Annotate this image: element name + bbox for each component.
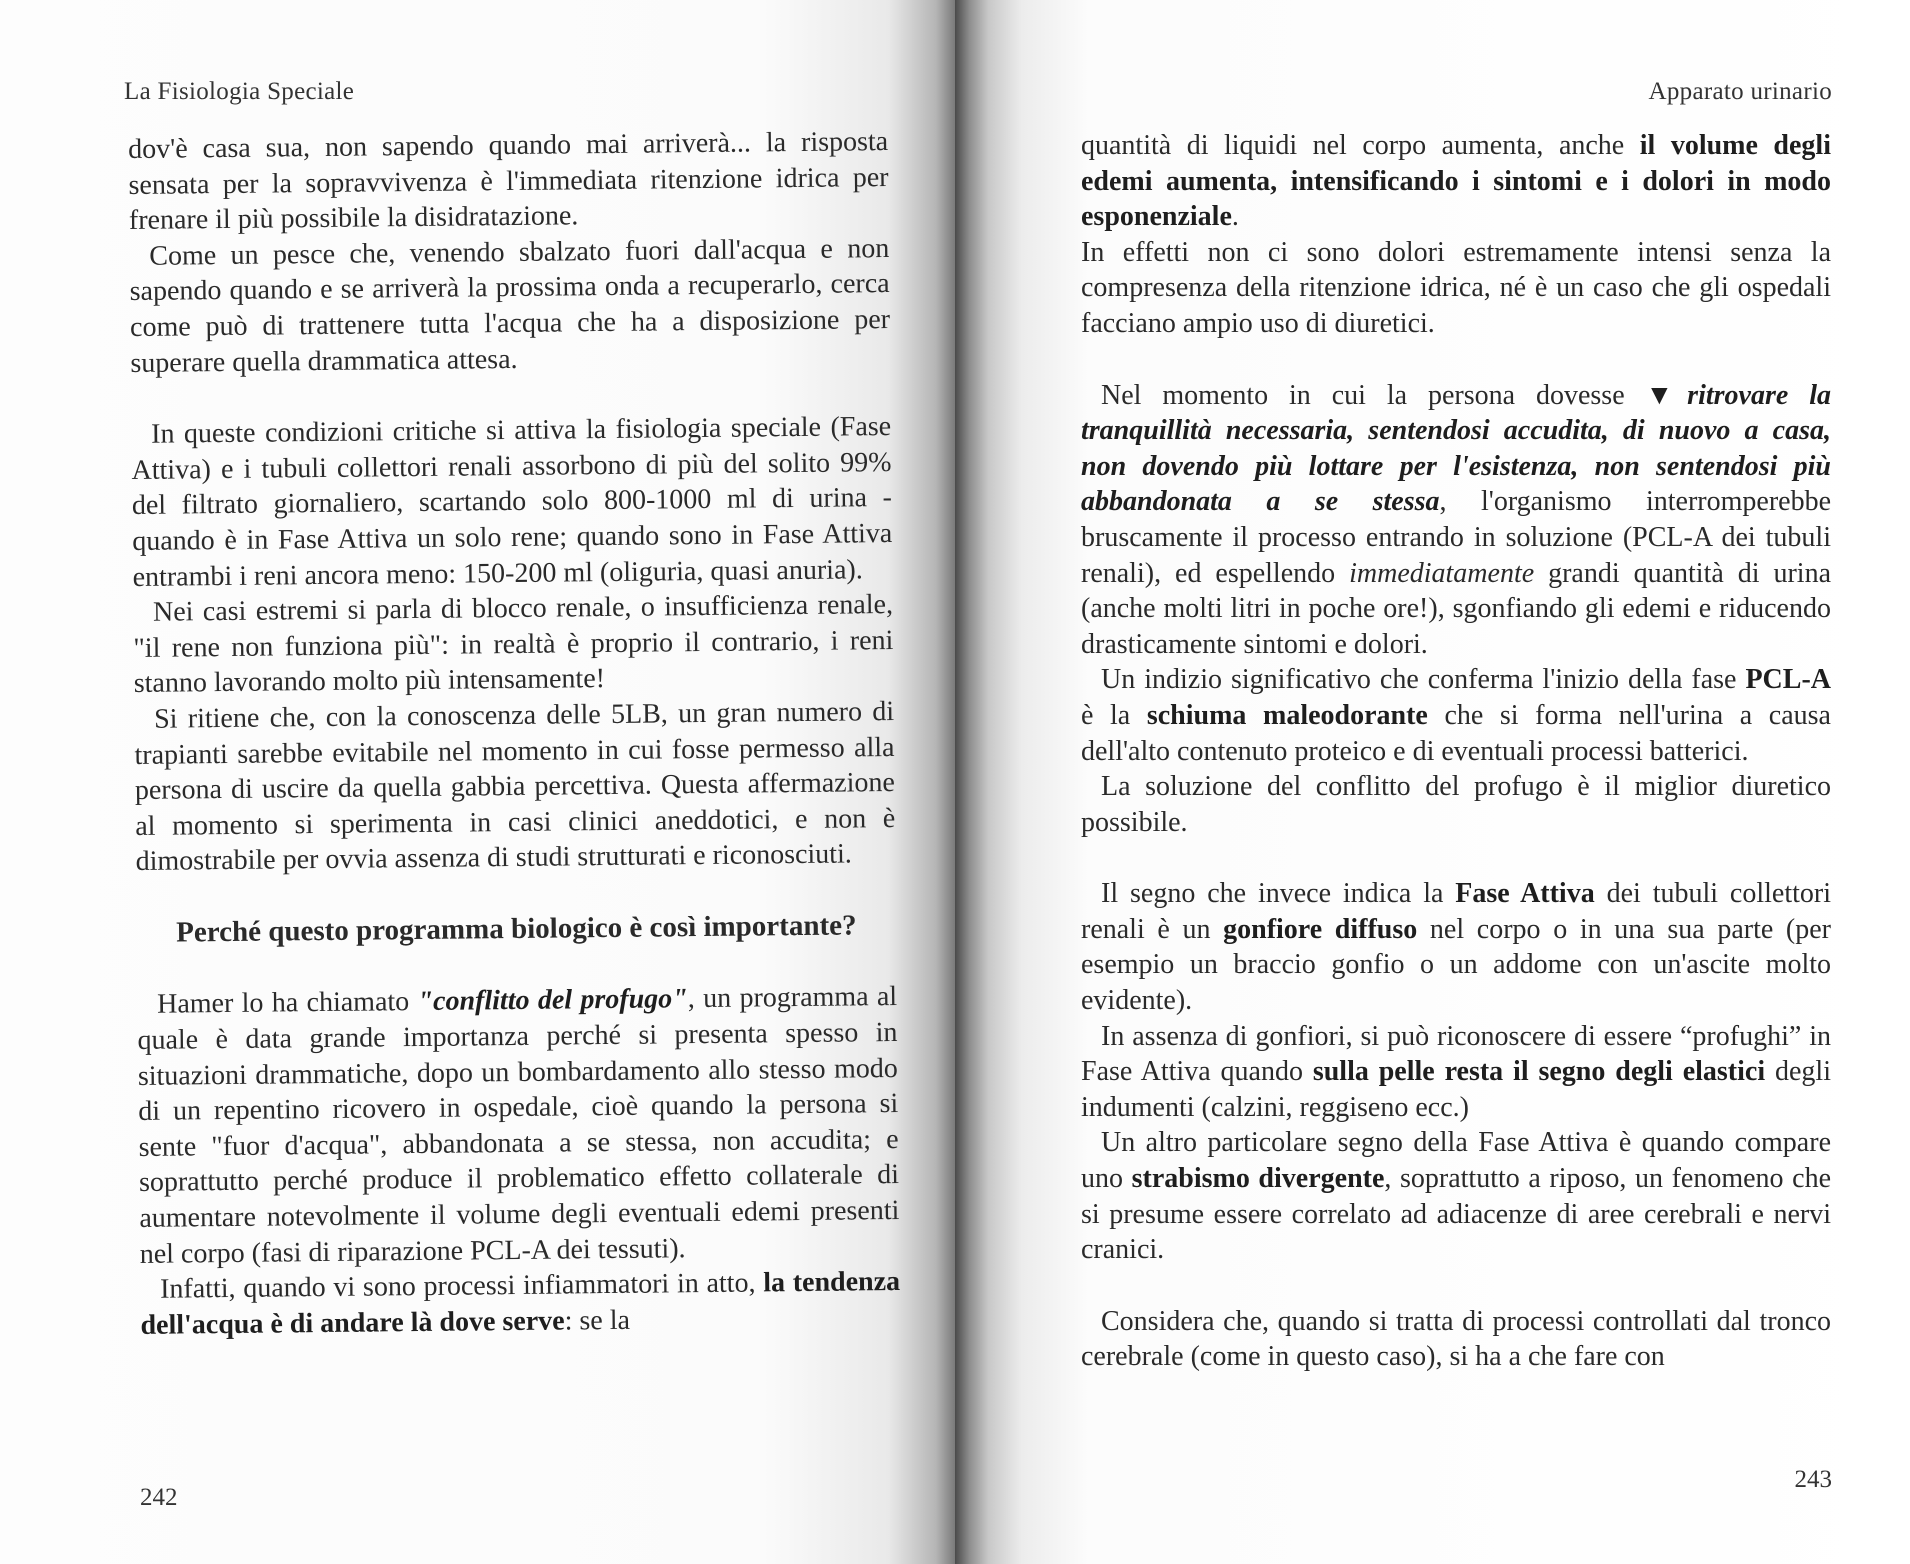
- paragraph: Un indizio significativo che conferma l'inizio della fase PCL-A è la schiuma maleodorante che si forma nell'urina a causa dell'alto contenuto proteico e di eventuali processi batterici.: [1081, 664, 1831, 767]
- bold-text: schiuma maleodorante: [1146, 699, 1428, 731]
- bold-text: il volume degli edemi aumenta, intensificando i sintomi e i dolori in modo esponenziale: [1081, 130, 1831, 233]
- paragraph: Si ritiene che, con la conoscenza delle 5LB, un gran numero di trapianti sarebbe evitabile nel momento in cui fosse permesso alla persona di uscire da quella gabbia percettiva. Questa affermazione al momento si sperimenta in casi clinici aneddotici, e non è dimostrabile per ovvia assenza di studi strutturati e riconosciuti.: [134, 695, 896, 878]
- running-head: Apparato urinario: [1648, 78, 1832, 105]
- paragraph: La soluzione del conflitto del profugo è il miglior diuretico possibile.: [1081, 771, 1831, 838]
- paragraph: quantità di liquidi nel corpo aumenta, anche il volume degli edemi aumenta, intensificando i sintomi e i dolori in modo esponenziale.: [1081, 130, 1831, 233]
- paragraph: Come un pesce che, venendo sbalzato fuori dall'acqua e non sapendo quando e se arriverà la prossima onda a recuperarlo, cerca come può di trattenere tutta l'acqua che ha a disposizione per superare quella drammatica attesa.: [129, 232, 891, 379]
- paragraph: Considera che, quando si tratta di processi controllati dal tronco cerebrale (come in questo caso), si ha a che fare con: [1081, 1305, 1831, 1373]
- paragraph: Nei casi estremi si parla di blocco renale, o insufficienza renale, "il rene non funziona più": in realtà è proprio il contrario, i reni stanno lavorando molto più intensamente!: [133, 589, 894, 700]
- paragraph: Il segno che invece indica la Fase Attiva dei tubuli collettori renali è un gonfiore diffuso nel corpo o in una sua parte (per esempio un braccio gonfio o un addome con un'ascite molto evidente).: [1081, 878, 1832, 1017]
- bold-text: gonfiore diffuso: [1223, 913, 1418, 945]
- paragraph: In queste condizioni critiche si attiva la fisiologia speciale (Fase Attiva) e i tubuli collettori renali assorbono di più del solito 99% del filtrato giornaliero, scartando solo 800-1000 ml di urina - quando è in Fase Attiva un solo rene; quando sono in Fase Attiva entrambi i reni ancora meno: 150-200 ml (oliguria, quasi anuria).: [131, 411, 893, 593]
- italic-text: immediatamente: [1349, 557, 1535, 589]
- page-number: 243: [1794, 1466, 1832, 1493]
- paragraph: Infatti, quando vi sono processi infiammatori in atto, la tendenza dell'acqua è di andare là dove serve: se la: [140, 1266, 901, 1341]
- emphasis-text: ▼ritrovare la tranquillità necessaria, sentendosi accudita, di nuovo a casa, non dovendo più lottare per l'esistenza, non sentendosi più abbandonata a se stessa: [1081, 379, 1831, 518]
- bold-text: PCL-A: [1745, 664, 1831, 696]
- bold-text: Fase Attiva: [1455, 878, 1595, 910]
- paragraph: Hamer lo ha chiamato "conflitto del profugo", un programma al quale è data grande importanza perché si presenta spesso in situazioni drammatiche, dopo un bombardamento allo stesso modo di un repentino ricovero in ospedale, cioè quando la persona si sente "fuor d'acqua", abbandonata a se stessa, non accudita; e soprattutto perché produce il problematico effetto collaterale di aumentare notevolmente il volume degli eventuali edemi presenti nel corpo (fasi di riparazione PCL-A dei tessuti).: [137, 981, 900, 1270]
- running-head: La Fisiologia Speciale: [124, 78, 355, 105]
- left-text-block: [128, 124, 901, 1343]
- paragraph: In effetti non ci sono dolori estremamente intensi senza la compresenza della ritenzione idrica, né è un caso che gli ospedali facciano ampio uso di diuretici.: [1081, 236, 1831, 339]
- bold-text: la tendenza dell'acqua è di andare là dove serve: [140, 1266, 901, 1341]
- bold-text: strabismo divergente: [1131, 1163, 1385, 1195]
- paragraph: Un altro particolare segno della Fase Attiva è quando compare uno strabismo divergente, soprattutto a riposo, un fenomeno che si presume essere correlato ad adiacenze di aree cerebrali e nervi cranici.: [1081, 1127, 1831, 1266]
- right-page: [955, 0, 1910, 1564]
- paragraph: dov'è casa sua, non sapendo quando mai arriverà... la risposta sensata per la sopravvivenza è l'immediata ritenzione idrica per frenare il più possibile la disidratazione.: [128, 126, 889, 237]
- paragraph: In assenza di gonfiori, si può riconoscere di essere “profughi” in Fase Attiva quando sulla pelle resta il segno degli elastici degli indumenti (calzini, reggiseno ecc.): [1081, 1020, 1831, 1123]
- page-number: 242: [140, 1484, 178, 1511]
- section-heading: Perché questo programma biologico è così importante?: [176, 909, 857, 949]
- bold-text: sulla pelle resta il segno degli elastici: [1312, 1056, 1766, 1088]
- paragraph: Nel momento in cui la persona dovesse ▼ritrovare la tranquillità necessaria, sentendosi accudita, di nuovo a casa, non dovendo più lottare per l'esistenza, non sentendosi più abbandonata a se stessa, l'organismo interromperebbe bruscamente il processo entrando in soluzione (PCL-A dei tubuli renali), ed espellendo immediatamente grandi quantità di urina (anche molti litri in poche ore!), sgonfiando gli edemi e riducendo drasticamente sintomi e dolori.: [1081, 379, 1831, 660]
- emphasis-text: "conflitto del profugo": [417, 983, 688, 1018]
- right-text-block: [1081, 128, 1831, 1375]
